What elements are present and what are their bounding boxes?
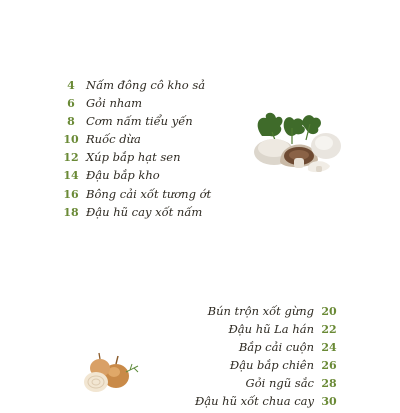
toc-entry[interactable] (195, 358, 338, 376)
recipe-title: Ruốc dừa (86, 132, 141, 147)
page-number: 16 (63, 187, 79, 201)
page-number: 18 (63, 205, 79, 219)
page-number: 24 (321, 341, 337, 355)
recipe-title: Xúp bắp hạt sen (86, 150, 181, 165)
toc-list-right (195, 304, 338, 413)
onion-illustration (82, 350, 140, 394)
toc-entry[interactable] (62, 168, 211, 186)
recipe-title: Gỏi ngũ sắc (245, 376, 314, 391)
recipe-title: Đậu hũ cay xốt nấm (86, 204, 203, 219)
toc-entry[interactable] (62, 132, 211, 150)
recipe-title: Bắp cải cuộn (238, 340, 314, 355)
recipe-title: Đậu hũ La hán (228, 322, 314, 337)
recipe-title: Đậu hũ xốt chua cay (194, 394, 314, 409)
page-number: 6 (67, 97, 75, 111)
page-number: 26 (321, 359, 337, 373)
recipe-title: Bông cải xốt tương ớt (86, 186, 212, 201)
toc-entry[interactable] (62, 78, 211, 96)
recipe-title: Đậu bắp kho (86, 168, 160, 183)
toc-entry[interactable] (62, 96, 211, 114)
toc-entry[interactable] (195, 322, 338, 340)
toc-entry[interactable] (195, 304, 338, 322)
toc-entry[interactable] (62, 187, 211, 205)
recipe-title: Nấm đông cô kho sả (86, 78, 206, 92)
toc-entry[interactable] (62, 114, 211, 132)
toc-entry[interactable] (195, 394, 338, 412)
recipe-title: Bún trộn xốt gừng (207, 304, 314, 318)
toc-list-left (62, 78, 211, 223)
page-number: 8 (67, 115, 75, 129)
page-number: 28 (321, 377, 337, 391)
recipe-title: Gỏi nham (86, 96, 143, 111)
page-number: 14 (63, 169, 79, 183)
page-number: 22 (321, 323, 337, 337)
page-number: 30 (321, 395, 337, 409)
toc-entry[interactable] (62, 150, 211, 168)
toc-entry[interactable] (62, 205, 211, 223)
mushroom-illustration (244, 108, 344, 178)
toc-entry[interactable] (195, 340, 338, 358)
recipe-title: Cơm nấm tiểu yến (86, 114, 193, 129)
page-number: 4 (67, 79, 75, 92)
page-number: 20 (321, 305, 337, 318)
toc-entry[interactable] (195, 376, 338, 394)
page-number: 12 (63, 151, 79, 165)
page-number: 10 (63, 133, 79, 147)
recipe-title: Đậu bắp chiên (229, 358, 314, 373)
